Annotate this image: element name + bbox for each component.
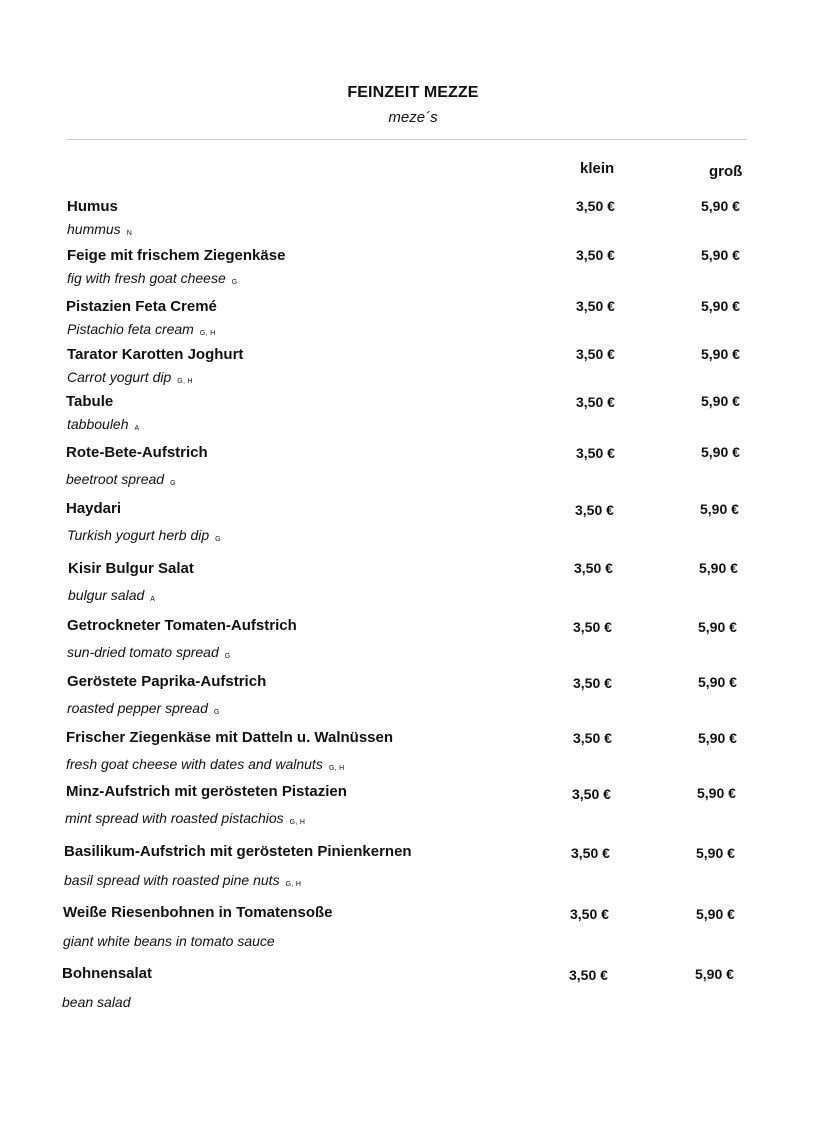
price-large: 5,90 € — [701, 298, 740, 314]
item-name: Tabule — [66, 393, 114, 410]
item-description — [67, 321, 215, 337]
item-description — [65, 810, 305, 826]
price-small: 3,50 € — [575, 502, 614, 518]
menu-item — [0, 783, 816, 839]
allergen-codes: A — [150, 596, 156, 603]
price-large: 5,90 € — [698, 674, 737, 690]
item-description — [67, 369, 193, 385]
allergen-codes: N — [126, 230, 133, 237]
item-name: Frischer Ziegenkäse mit Datteln u. Walnüssen — [66, 729, 394, 746]
allergen-codes: G — [231, 279, 238, 286]
item-description — [66, 471, 176, 487]
price-small: 3,50 € — [573, 619, 612, 635]
item-description-text: fig with fresh goat cheese — [67, 270, 226, 286]
item-name: Feige mit frischem Ziegenkäse — [67, 247, 286, 264]
menu-item — [0, 393, 816, 449]
menu-title: FEINZEIT MEZZE — [347, 84, 479, 101]
price-large: 5,90 € — [701, 247, 740, 263]
allergen-codes: G, H — [289, 819, 306, 826]
menu-item — [0, 729, 816, 785]
item-name: Weiße Riesenbohnen in Tomatensoße — [63, 904, 333, 921]
menu-item — [0, 500, 816, 556]
item-name: Bohnensalat — [62, 965, 153, 982]
price-small: 3,50 € — [576, 394, 615, 410]
price-small: 3,50 € — [569, 967, 608, 983]
item-description-text: beetroot spread — [66, 471, 165, 487]
item-description-text: Turkish yogurt herb dip — [67, 527, 210, 543]
price-small: 3,50 € — [574, 560, 613, 576]
item-description-text: roasted pepper spread — [67, 700, 208, 716]
item-description-text: tabbouleh — [67, 416, 129, 432]
allergen-codes: G — [213, 709, 220, 716]
price-small: 3,50 € — [576, 198, 615, 214]
price-large: 5,90 € — [696, 845, 735, 861]
item-name: Geröstete Paprika-Aufstrich — [67, 673, 267, 690]
price-small: 3,50 € — [576, 298, 615, 314]
item-description-text: hummus — [67, 221, 121, 237]
menu-item — [0, 673, 816, 729]
item-name: Basilikum-Aufstrich mit gerösteten Pinienkernen — [64, 843, 412, 860]
item-description — [67, 416, 140, 432]
item-description — [67, 221, 132, 237]
price-small: 3,50 € — [576, 247, 615, 263]
allergen-codes: G, H — [199, 330, 216, 337]
item-description-text: giant white beans in tomato sauce — [63, 933, 275, 949]
price-large: 5,90 € — [701, 393, 740, 409]
item-description-text: Pistachio feta cream — [67, 321, 194, 337]
price-large: 5,90 € — [701, 444, 740, 460]
price-small: 3,50 € — [571, 845, 610, 861]
allergen-codes: G — [215, 536, 221, 543]
price-small: 3,50 € — [573, 730, 612, 746]
price-small: 3,50 € — [570, 906, 609, 922]
item-description — [68, 587, 155, 603]
item-description — [67, 700, 220, 716]
item-description — [67, 527, 221, 543]
allergen-codes: G, H — [285, 881, 302, 888]
column-header-small: klein — [580, 160, 615, 177]
allergen-codes: G, H — [177, 378, 193, 385]
price-small: 3,50 € — [573, 675, 612, 691]
item-description — [64, 872, 301, 888]
price-large: 5,90 € — [700, 501, 739, 517]
price-small: 3,50 € — [576, 445, 615, 461]
item-description-text: mint spread with roasted pistachios — [65, 810, 284, 826]
item-description — [67, 270, 238, 286]
item-description-text: bean salad — [62, 994, 131, 1010]
item-name: Pistazien Feta Cremé — [66, 298, 217, 315]
price-large: 5,90 € — [701, 346, 740, 362]
item-description-text: Carrot yogurt dip — [67, 369, 172, 385]
item-description-text: bulgur salad — [68, 587, 145, 603]
price-small: 3,50 € — [576, 346, 615, 362]
item-description — [62, 994, 131, 1010]
price-large: 5,90 € — [696, 906, 735, 922]
menu-item — [0, 904, 816, 960]
allergen-codes: G — [170, 480, 176, 487]
allergen-codes: G, H — [328, 765, 345, 772]
item-name: Haydari — [66, 500, 122, 517]
menu-item — [0, 444, 816, 500]
menu-item — [0, 617, 816, 673]
price-small: 3,50 € — [572, 786, 611, 802]
item-name: Kisir Bulgur Salat — [68, 560, 194, 577]
menu-item — [0, 198, 816, 254]
price-large: 5,90 € — [695, 966, 734, 982]
price-large: 5,90 € — [699, 560, 738, 576]
item-name: Tarator Karotten Joghurt — [67, 346, 244, 363]
item-description — [67, 644, 231, 660]
item-name: Getrockneter Tomaten-Aufstrich — [67, 617, 297, 634]
item-description-text: sun-dried tomato spread — [67, 644, 219, 660]
menu-item — [0, 843, 816, 899]
menu-item — [0, 965, 816, 1021]
price-large: 5,90 € — [698, 619, 737, 635]
item-description-text: basil spread with roasted pine nuts — [64, 872, 280, 888]
column-header-large: groß — [709, 163, 743, 180]
allergen-codes: G — [224, 653, 231, 660]
item-name: Rote-Bete-Aufstrich — [66, 444, 208, 461]
menu-item — [0, 560, 816, 616]
item-description-text: fresh goat cheese with dates and walnuts — [66, 756, 323, 772]
menu-item — [0, 247, 816, 303]
header-divider — [67, 139, 747, 140]
menu-subtitle: meze´s — [388, 109, 438, 126]
item-name: Humus — [67, 198, 118, 215]
item-description — [66, 756, 344, 772]
allergen-codes: A — [134, 425, 140, 432]
price-large: 5,90 € — [697, 785, 736, 801]
item-name: Minz-Aufstrich mit gerösteten Pistazien — [66, 783, 347, 800]
item-description — [63, 933, 275, 949]
price-large: 5,90 € — [698, 730, 737, 746]
price-large: 5,90 € — [701, 198, 740, 214]
